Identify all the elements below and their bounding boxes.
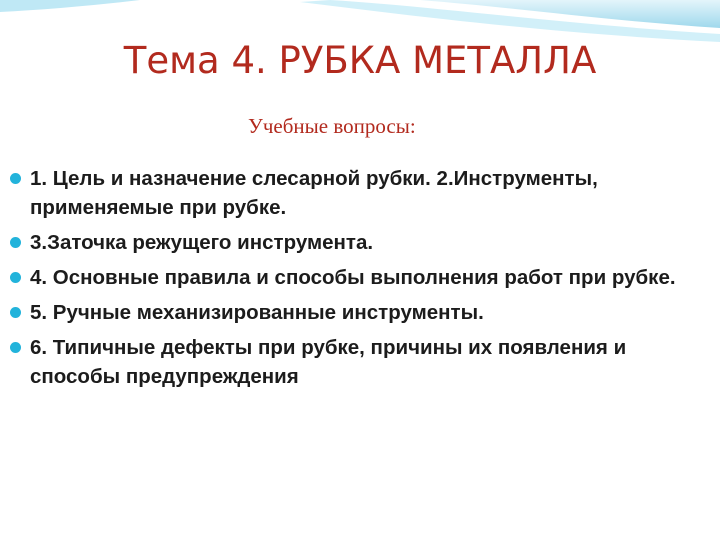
list-item-text: 1. Цель и назначение слесарной рубки. 2.Инструменты, применяемые при рубке.: [30, 167, 598, 219]
list-item: [10, 228, 700, 257]
slide-subtitle: Учебные вопросы:: [248, 114, 416, 138]
questions-list: [10, 164, 700, 397]
list-item: [10, 263, 700, 292]
list-item: [10, 164, 700, 222]
list-item: [10, 298, 700, 327]
list-item-text: 5. Ручные механизированные инструменты.: [30, 301, 484, 324]
bullet-icon: [10, 272, 21, 283]
slide-title: Тема 4. РУБКА МЕТАЛЛА: [123, 39, 597, 82]
bullet-icon: [10, 307, 21, 318]
bullet-icon: [10, 342, 21, 353]
bullet-icon: [10, 237, 21, 248]
list-item: [10, 333, 700, 391]
list-item-text: 6. Типичные дефекты при рубке, причины их появления и способы предупреждения: [30, 336, 627, 388]
list-item-text: 3.Заточка режущего инструмента.: [30, 231, 374, 254]
bullet-icon: [10, 173, 21, 184]
list-item-text: 4. Основные правила и способы выполнения работ при рубке.: [30, 266, 676, 289]
